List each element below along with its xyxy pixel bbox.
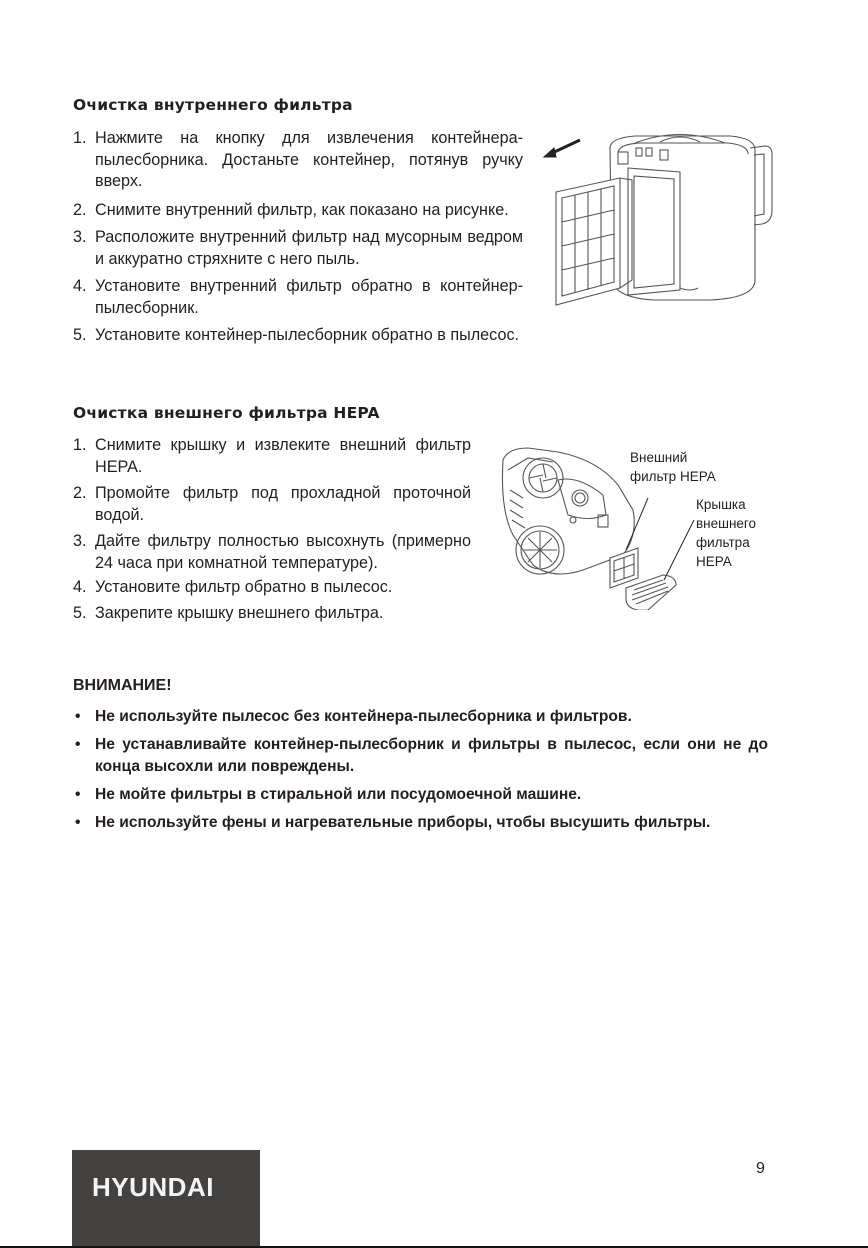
warning-text: Не используйте пылесос без контейнера-пылесборника и фильтров. <box>95 708 632 725</box>
step-text: Нажмите на кнопку для извлечения контейнера-пылесборника. Достаньте контейнер, потянув ручку вверх. <box>95 129 523 190</box>
step-number: 1. <box>73 436 87 454</box>
step-text: Расположите внутренний фильтр над мусорным ведром и аккуратно стряхните с него пыль. <box>95 228 523 268</box>
step-number: 2. <box>73 200 87 219</box>
list-item <box>73 603 471 625</box>
step-text: Снимите крышку и извлеките внешний фильтр HEPA. <box>95 436 471 476</box>
list-item <box>73 577 471 599</box>
list-item <box>73 227 523 270</box>
step-text: Установите фильтр обратно в пылесос. <box>95 578 393 596</box>
step-number: 2. <box>73 484 87 502</box>
step-number: 1. <box>73 129 87 147</box>
bullet-icon: • <box>75 814 81 831</box>
list-item <box>73 435 471 478</box>
step-number: 4. <box>73 578 87 596</box>
step-text: Установите внутренний фильтр обратно в контейнер-пылесборник. <box>95 277 523 317</box>
list-item <box>73 200 523 222</box>
brand-logo <box>72 1150 260 1248</box>
step-text: Закрепите крышку внешнего фильтра. <box>95 603 384 622</box>
brand-logo-text: HYUNDAI <box>92 1172 214 1202</box>
step-number: 5. <box>73 603 87 622</box>
list-item <box>73 784 768 806</box>
list-item <box>73 706 768 728</box>
step-text: Установите контейнер-пылесборник обратно в пылесос. <box>95 326 520 344</box>
list-item <box>73 812 768 834</box>
list-item <box>73 276 523 319</box>
hepa-cover-label: Крышка внешнего фильтра HEPA <box>696 497 757 569</box>
section-title-hepa-filter: Очистка внешнего фильтра HEPA <box>73 404 380 422</box>
list-item <box>73 128 523 193</box>
list-item <box>73 734 768 778</box>
bullet-icon: • <box>75 736 81 753</box>
list-item <box>73 483 471 526</box>
warning-text: Не устанавливайте контейнер-пылесборник и фильтры в пылесос, если они не до конца высохли или повреждены. <box>95 736 768 775</box>
bullet-icon: • <box>75 708 81 725</box>
step-text: Промойте фильтр под прохладной проточной водой. <box>95 484 471 524</box>
step-text: Дайте фильтру полностью высохнуть (примерно 24 часа при комнатной температуре). <box>95 532 471 572</box>
bullet-icon: • <box>75 786 81 803</box>
dust-container-illustration <box>540 130 785 310</box>
step-number: 5. <box>73 326 87 344</box>
list-item <box>73 531 471 574</box>
step-number: 3. <box>73 532 87 550</box>
list-item <box>73 325 615 347</box>
step-number: 4. <box>73 277 87 295</box>
hepa-filter-steps <box>73 435 471 631</box>
inner-filter-steps <box>73 128 523 354</box>
warning-list <box>73 706 768 840</box>
step-number: 3. <box>73 228 87 246</box>
warning-text: Не используйте фены и нагревательные приборы, чтобы высушить фильтры. <box>95 814 711 831</box>
hepa-filter-label: Внешний фильтр HEPA <box>630 450 716 484</box>
page-number: 9 <box>756 1160 765 1177</box>
warning-title: ВНИМАНИЕ! <box>73 677 172 694</box>
section-title-inner-filter: Очистка внутреннего фильтра <box>73 96 353 114</box>
step-text: Снимите внутренний фильтр, как показано на рисунке. <box>95 200 509 219</box>
warning-text: Не мойте фильтры в стиральной или посудомоечной машине. <box>95 786 582 803</box>
